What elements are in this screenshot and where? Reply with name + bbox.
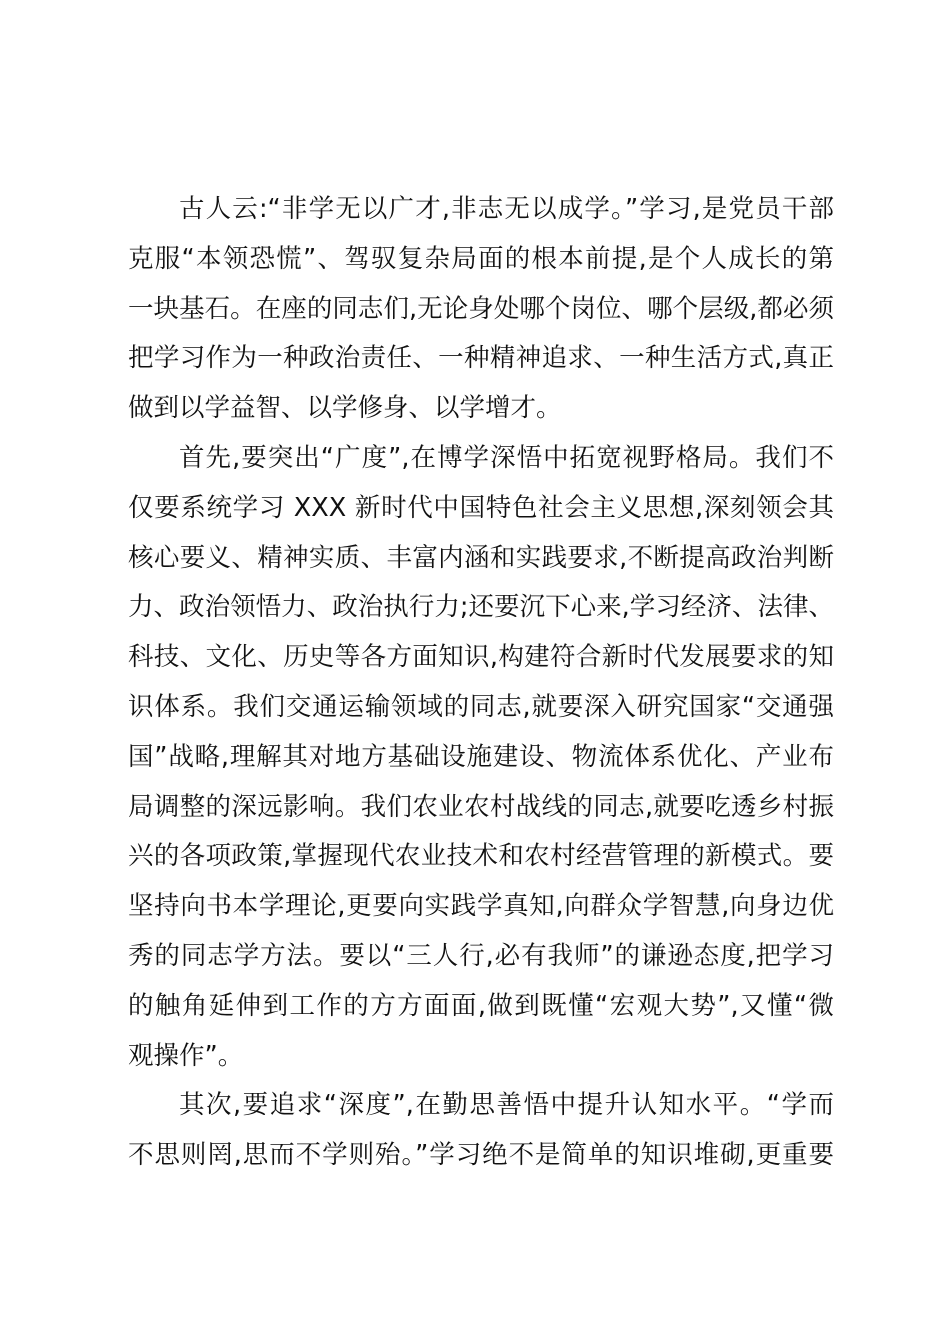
paragraph-2-line-2: 仅要系统学习 XXX 新时代中国特色社会主义思想,深刻领会其 — [128, 492, 834, 523]
paragraph-3-line-2: 不思则罔,思而不学则殆。”学习绝不是简单的知识堆砌,更重要 — [128, 1140, 834, 1171]
document-body — [128, 185, 834, 1181]
paragraph-1-line-2: 克服“本领恐慌”、驾驭复杂局面的根本前提,是个人成长的第 — [128, 243, 834, 274]
paragraph-2-line-10: 坚持向书本学理论,更要向实践学真知,向群众学智慧,向身边优 — [128, 891, 834, 922]
paragraph-2-line-8: 局调整的深远影响。我们农业农村战线的同志,就要吃透乡村振 — [128, 791, 834, 822]
paragraph-2-line-12: 的触角延伸到工作的方方面面,做到既懂“宏观大势”,又懂“微 — [128, 990, 834, 1021]
paragraph-2-line-3: 核心要义、精神实质、丰富内涵和实践要求,不断提高政治判断 — [128, 542, 834, 573]
paragraph-2-line-13: 观操作”。 — [128, 1040, 244, 1071]
paragraph-2-line-9: 兴的各项政策,掌握现代农业技术和农村经营管理的新模式。要 — [128, 841, 834, 872]
paragraph-1-line-3: 一块基石。在座的同志们,无论身处哪个岗位、哪个层级,都必须 — [128, 293, 834, 324]
paragraph-2-line-7: 国”战略,理解其对地方基础设施建设、物流体系优化、产业布 — [128, 741, 834, 772]
paragraph-1-line-5: 做到以学益智、以学修身、以学增才。 — [128, 393, 562, 424]
paragraph-2-line-5: 科技、文化、历史等各方面知识,构建符合新时代发展要求的知 — [128, 642, 834, 673]
paragraph-2-line-4: 力、政治领悟力、政治执行力;还要沉下心来,学习经济、法律、 — [128, 592, 834, 623]
paragraph-2-line-11: 秀的同志学方法。要以“三人行,必有我师”的谦逊态度,把学习 — [128, 940, 834, 971]
paragraph-2-line-6: 识体系。我们交通运输领域的同志,就要深入研究国家“交通强 — [128, 691, 834, 722]
paragraph-2-line-1: 首先,要突出“广度”,在博学深悟中拓宽视野格局。我们不 — [179, 442, 834, 473]
paragraph-1-line-1: 古人云:“非学无以广才,非志无以成学。”学习,是党员干部 — [179, 194, 834, 224]
paragraph-1-line-4: 把学习作为一种政治责任、一种精神追求、一种生活方式,真正 — [128, 343, 834, 374]
paragraph-3-line-1: 其次,要追求“深度”,在勤思善悟中提升认知水平。“学而 — [179, 1090, 834, 1121]
